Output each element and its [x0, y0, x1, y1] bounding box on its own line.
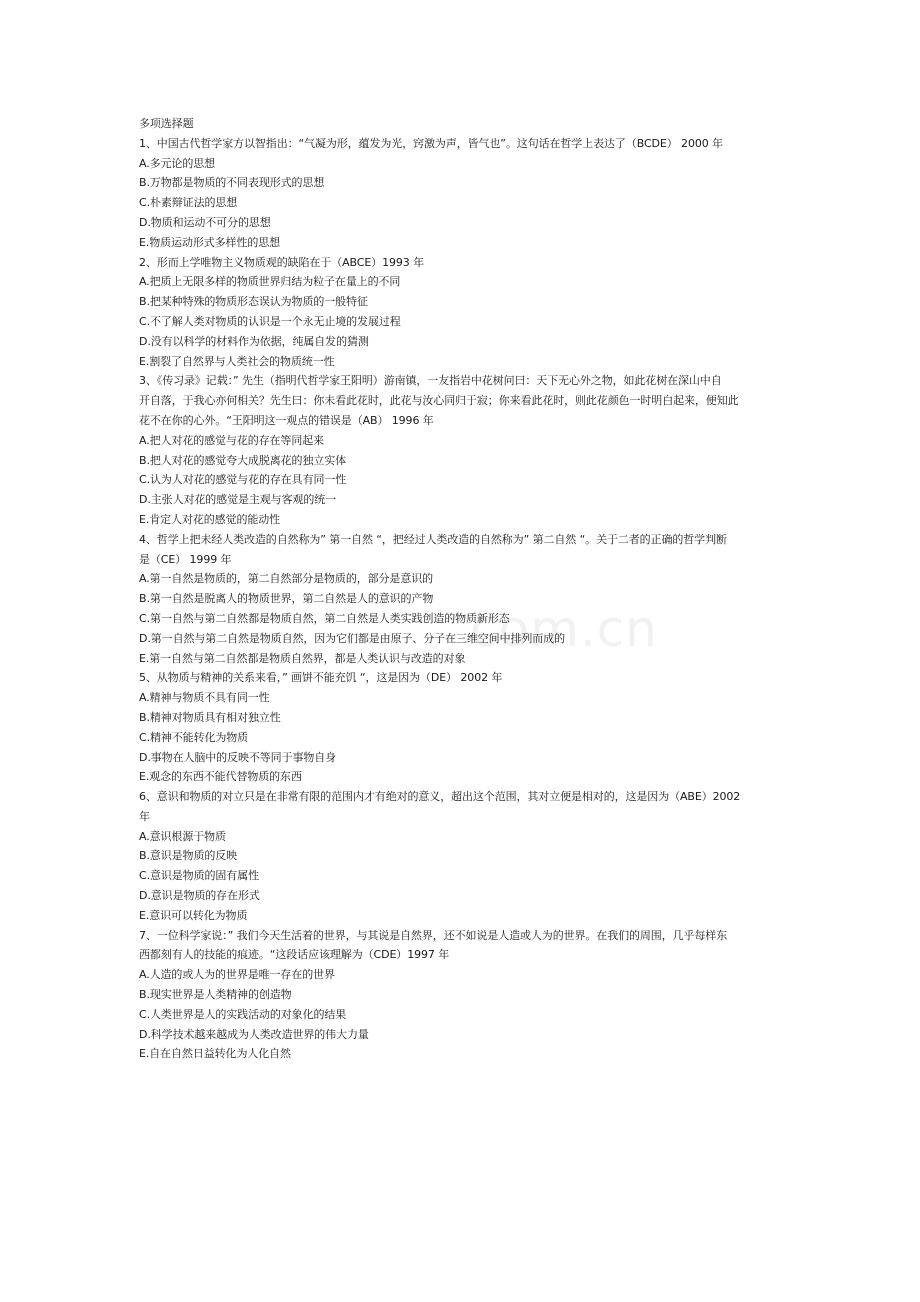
- option-b: B.把人对花的感觉夸大成脱离花的独立实体: [139, 453, 347, 467]
- option-a: A.把质上无限多样的物质世界归结为粒子在量上的不同: [139, 275, 401, 289]
- option-e: E.肯定人对花的感觉的能动性: [139, 512, 281, 526]
- question-stem-line: 开自落，于我心亦何相关？先生曰：你未看此花时，此花与汝心同归于寂；你来看此花时，则此花颜色一时明白起来，便知此: [139, 394, 739, 408]
- option-e: E.意识可以转化为物质: [139, 908, 248, 922]
- option-a: A.精神与物质不具有同一性: [139, 691, 270, 705]
- option-e: E.物质运动形式多样性的思想: [139, 235, 281, 249]
- question-3: [139, 371, 784, 529]
- question-stem: 1、中国古代哲学家方以智指出：“气凝为形，蕴发为光，窍激为声，皆气也”。这句话在哲学上表达了（BCDE） 2000 年: [139, 136, 723, 150]
- option-b: B.现实世界是人类精神的创造物: [139, 988, 292, 1002]
- option-a: A.人造的或人为的世界是唯一存在的世界: [139, 968, 335, 982]
- option-b: B.第一自然是脱离人的物质世界，第二自然是人的意识的产物: [139, 592, 434, 606]
- option-d: D.没有以科学的材料作为依据，纯属自发的猜测: [139, 334, 369, 348]
- option-a: A.多元论的思想: [139, 156, 216, 170]
- question-stem: 5、从物质与精神的关系来看，” 画饼不能充饥 “，这是因为（DE） 2002 年: [139, 671, 503, 685]
- question-stem: 2、形而上学唯物主义物质观的缺陷在于（ABCE）1993 年: [139, 255, 424, 269]
- question-stem-line: 年: [139, 809, 150, 823]
- option-e: E.自在自然日益转化为人化自然: [139, 1047, 291, 1061]
- document-content: [139, 114, 784, 1064]
- option-b: B.把某种特殊的物质形态误认为物质的一般特征: [139, 295, 368, 309]
- option-c: C.认为人对花的感觉与花的存在具有同一性: [139, 473, 347, 487]
- question-4: [139, 530, 784, 669]
- option-b: B.精神对物质具有相对独立性: [139, 710, 281, 724]
- option-c: C.精神不能转化为物质: [139, 730, 249, 744]
- question-stem-line: 6、意识和物质的对立只是在非常有限的范围内才有绝对的意义，超出这个范围，其对立便是相对的，这是因为（ABE）2002: [139, 790, 741, 804]
- option-c: C.第一自然与第二自然都是物质自然，第二自然是人类实践创造的物质新形态: [139, 611, 510, 625]
- question-stem-line: 3、《传习录》记载：” 先生（指明代哲学家王阳明）游南镇，一友指岩中花树问曰：天下无心外之物，如此花树在深山中自: [139, 374, 722, 388]
- option-e: E.第一自然与第二自然都是物质自然界，都是人类认识与改造的对象: [139, 651, 466, 665]
- option-a: A.把人对花的感觉与花的存在等同起来: [139, 433, 325, 447]
- question-stem-line: 是（CE） 1999 年: [139, 552, 232, 566]
- option-c: C.不了解人类对物质的认识是一个永无止境的发展过程: [139, 314, 401, 328]
- option-b: B.意识是物质的反映: [139, 849, 238, 863]
- option-d: D.事物在人脑中的反映不等同于事物自身: [139, 750, 337, 764]
- question-stem-line: 4、哲学上把未经人类改造的自然称为” 第一自然 “，把经过人类改造的自然称为” 第二自然 “。关于二者的正确的哲学判断: [139, 532, 727, 546]
- option-e: E.观念的东西不能代替物质的东西: [139, 770, 302, 784]
- option-c: C.人类世界是人的实践活动的对象化的结果: [139, 1007, 347, 1021]
- option-c: C.意识是物质的固有属性: [139, 869, 259, 883]
- question-2: [139, 253, 784, 372]
- option-d: D.物质和运动不可分的思想: [139, 215, 271, 229]
- option-a: A.意识根源于物质: [139, 829, 226, 843]
- option-b: B.万物都是物质的不同表现形式的思想: [139, 176, 325, 190]
- question-6: [139, 787, 784, 926]
- option-d: D.科学技术越来越成为人类改造世界的伟大力量: [139, 1027, 369, 1041]
- question-5: [139, 668, 784, 787]
- section-heading: 多项选择题: [139, 117, 194, 130]
- question-7: [139, 926, 784, 1065]
- option-d: D.意识是物质的存在形式: [139, 889, 260, 903]
- option-e: E.割裂了自然界与人类社会的物质统一性: [139, 354, 335, 368]
- option-a: A.第一自然是物质的，第二自然部分是物质的，部分是意识的: [139, 572, 434, 586]
- option-c: C.朴素辩证法的思想: [139, 196, 238, 210]
- question-stem-line: 花不在你的心外。“王阳明这一观点的错误是（AB） 1996 年: [139, 413, 434, 427]
- option-d: D.主张人对花的感觉是主观与客观的统一: [139, 493, 337, 507]
- question-1: [139, 134, 784, 253]
- watermark: com.cn: [470, 600, 658, 658]
- option-d: D.第一自然与第二自然是物质自然，因为它们都是由原子、分子在三维空间中排列而成的: [139, 631, 565, 645]
- question-stem-line: 7、一位科学家说：” 我们今天生活着的世界，与其说是自然界，还不如说是人造或人为的世界。在我们的周围，几乎每样东: [139, 928, 728, 942]
- question-stem-line: 西都刻有人的技能的痕迹。“这段话应该理解为（CDE）1997 年: [139, 948, 450, 962]
